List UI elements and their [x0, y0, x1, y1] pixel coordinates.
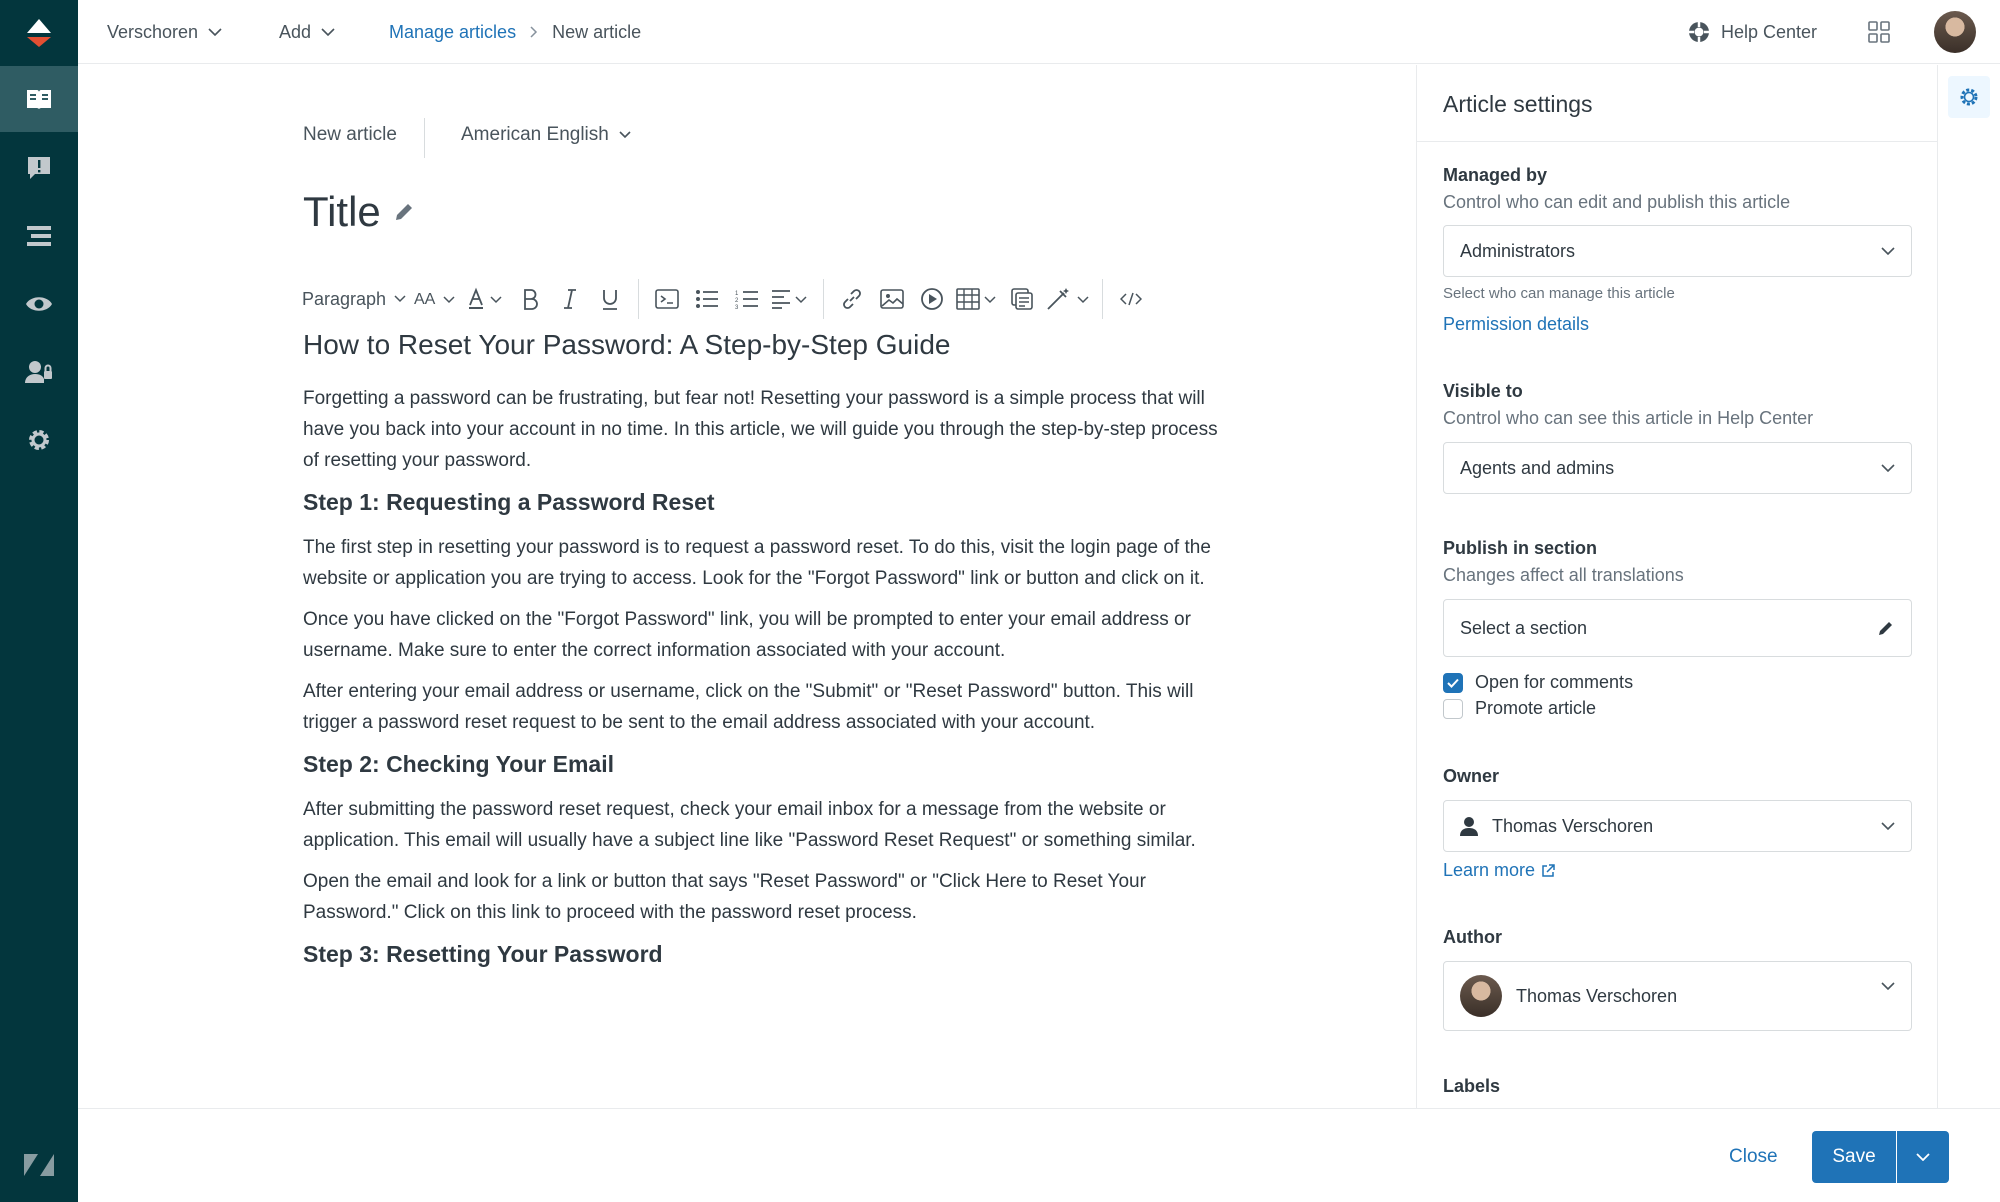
article-paragraph[interactable]: Open the email and look for a link or button that says "Reset Password" or "Click Here to Reset Your Password." Click on this link to proceed with the password reset process.: [303, 871, 1146, 923]
chevron-down-icon: [208, 28, 222, 36]
font-size-icon[interactable]: [410, 280, 462, 318]
help-center-label: Help Center: [1721, 21, 1818, 42]
chevron-down-icon: [1881, 982, 1895, 990]
bold-icon[interactable]: [510, 280, 550, 318]
user-avatar[interactable]: [1934, 11, 1976, 53]
save-button[interactable]: [1812, 1131, 1896, 1183]
learn-more-link[interactable]: [1443, 860, 1555, 881]
code-block-icon[interactable]: [647, 280, 687, 318]
article-paragraph[interactable]: The first step in resetting your password is to request a password reset. To do this, visit the login page of the website or application you are trying to access. Look for the "Forgot Password" link or button and click on it.: [303, 537, 1211, 589]
product-tray-icon[interactable]: [1868, 0, 1890, 64]
open-for-comments-label: Open for comments: [1475, 672, 1634, 692]
panel-title: Article settings: [1417, 65, 1937, 142]
owner-label: Owner: [1443, 766, 1500, 786]
visible-to-value: Agents and admins: [1460, 457, 1615, 478]
promote-article-label: Promote article: [1475, 698, 1597, 718]
article-paragraph[interactable]: After entering your email address or username, click on the "Submit" or "Reset Password" button. This will trigger a password reset request to be sent to the email address associated with your account.: [303, 681, 1194, 733]
table-icon[interactable]: [952, 280, 1002, 318]
author-value: Thomas Verschoren: [1516, 985, 1678, 1006]
breadcrumb-separator-icon: [530, 22, 538, 43]
brand-switcher[interactable]: [107, 0, 222, 64]
section-select[interactable]: [1443, 599, 1912, 657]
breadcrumb: [389, 0, 641, 64]
close-label: Close: [1729, 1146, 1778, 1167]
learn-more-label: Learn more: [1443, 860, 1536, 880]
add-menu[interactable]: [279, 0, 335, 64]
context-rail: [1938, 65, 2000, 1109]
product-nav: [0, 0, 78, 1202]
svg-text:AA: AA: [414, 291, 436, 308]
zendesk-logo-icon[interactable]: [0, 1135, 78, 1195]
toolbar-divider: [638, 279, 639, 319]
permission-details-link[interactable]: [1443, 314, 1589, 335]
section-value: Select a section: [1460, 617, 1588, 638]
article-subheading[interactable]: Step 1: Requesting a Password Reset: [303, 489, 715, 515]
checkbox-unchecked-icon[interactable]: [1443, 699, 1463, 719]
zendesk-guide-logo-icon[interactable]: [0, 0, 78, 64]
pencil-icon[interactable]: [1877, 619, 1895, 637]
article-title-text[interactable]: Title: [303, 188, 381, 235]
article-paragraph[interactable]: Forgetting a password can be frustrating, but fear not! Resetting your password is a simple process that will have you back into your account in no time. In this article, we will guide you through the step-by-step process of resetting your password.: [303, 388, 1218, 471]
open-for-comments-checkbox[interactable]: [1443, 672, 1633, 693]
managed-by-label: Managed by: [1443, 165, 1548, 185]
managed-by-value: Administrators: [1460, 240, 1576, 261]
breadcrumb-manage-articles[interactable]: Manage articles: [389, 21, 517, 42]
article-subheading[interactable]: Step 3: Resetting Your Password: [303, 941, 663, 967]
ai-magic-wand-icon[interactable]: [1042, 280, 1094, 318]
content-block-icon[interactable]: [1002, 280, 1042, 318]
text-color-icon[interactable]: [462, 280, 510, 318]
brand-label: Verschoren: [107, 21, 199, 42]
svg-text:3: 3: [735, 305, 739, 309]
chevron-down-icon: [321, 28, 335, 36]
bulleted-list-icon[interactable]: [687, 280, 727, 318]
preview-eye-icon[interactable]: [0, 271, 78, 337]
toolbar-divider: [823, 279, 824, 319]
checkbox-checked-icon[interactable]: [1443, 673, 1463, 693]
promote-article-checkbox[interactable]: [1443, 698, 1596, 719]
align-icon[interactable]: [767, 280, 815, 318]
paragraph-format-label: Paragraph: [302, 288, 387, 309]
save-label: Save: [1832, 1146, 1876, 1167]
publish-section-hint: Changes affect all translations: [1443, 565, 1684, 585]
chevron-down-icon: [1881, 247, 1895, 255]
visible-to-label: Visible to: [1443, 381, 1523, 401]
save-options-chevron-icon[interactable]: [1897, 1131, 1949, 1183]
author-avatar: [1460, 975, 1502, 1017]
italic-icon[interactable]: [550, 280, 590, 318]
chevron-down-icon: [1881, 464, 1895, 472]
managed-by-small-hint: Select who can manage this article: [1443, 285, 1675, 302]
divider: [424, 118, 425, 158]
settings-gear-icon[interactable]: [0, 407, 78, 473]
svg-text:1: 1: [735, 291, 739, 297]
language-select[interactable]: [461, 124, 631, 146]
user-icon: [1460, 816, 1478, 836]
author-select[interactable]: [1443, 961, 1912, 1031]
editor-toolbar: [302, 280, 1151, 318]
close-button[interactable]: [1711, 1131, 1796, 1183]
paragraph-format-select[interactable]: [302, 280, 410, 318]
article-body[interactable]: [303, 325, 1223, 984]
article-settings-panel: [1416, 65, 1938, 1109]
managed-by-select[interactable]: [1443, 225, 1912, 277]
source-code-icon[interactable]: [1111, 280, 1151, 318]
numbered-list-icon[interactable]: [727, 280, 767, 318]
owner-value: Thomas Verschoren: [1492, 815, 1654, 836]
article-tab-label: New article: [303, 124, 397, 145]
article-heading[interactable]: How to Reset Your Password: A Step-by-Step Guide: [303, 329, 951, 360]
link-icon[interactable]: [832, 280, 872, 318]
publish-section-label: Publish in section: [1443, 538, 1598, 558]
article-paragraph[interactable]: Once you have clicked on the "Forgot Password" link, you will be prompted to enter your email address or username. Make sure to enter the correct information associated with your account.: [303, 609, 1191, 661]
chevron-down-icon: [619, 131, 631, 139]
help-center-link[interactable]: [1687, 0, 1817, 64]
chevron-down-icon: [1881, 822, 1895, 830]
feedback-nav-icon[interactable]: [0, 135, 78, 201]
pencil-icon[interactable]: [393, 201, 415, 223]
toolbar-divider: [1102, 279, 1103, 319]
top-bar: [78, 0, 2000, 64]
author-label: Author: [1443, 927, 1502, 947]
managed-by-hint: Control who can edit and publish this article: [1443, 192, 1791, 212]
article-subheading[interactable]: Step 2: Checking Your Email: [303, 751, 615, 777]
chevron-down-icon: [394, 295, 406, 303]
image-icon[interactable]: [872, 280, 912, 318]
permission-details-label: Permission details: [1443, 314, 1590, 334]
visible-to-select[interactable]: [1443, 442, 1912, 494]
svg-text:2: 2: [735, 298, 739, 304]
user-permissions-icon[interactable]: [0, 339, 78, 405]
visible-to-hint: Control who can see this article in Help Center: [1443, 408, 1814, 428]
article-settings-gear-icon[interactable]: [1948, 76, 1990, 118]
help-center-icon: [1687, 20, 1711, 44]
labels-label: Labels: [1443, 1076, 1501, 1096]
owner-select[interactable]: [1443, 800, 1912, 852]
add-label: Add: [279, 21, 312, 42]
article-paragraph[interactable]: After submitting the password reset request, check your email inbox for a message from the website or application. This email will usually have a subject line like "Password Reset Request" or something similar.: [303, 799, 1196, 851]
external-link-icon: [1541, 864, 1555, 878]
underline-icon[interactable]: [590, 280, 630, 318]
breadcrumb-current: New article: [552, 21, 642, 42]
editor-footer: [78, 1108, 2000, 1202]
article-title[interactable]: [303, 188, 415, 236]
arrange-content-nav-icon[interactable]: [0, 203, 78, 269]
video-icon[interactable]: [912, 280, 952, 318]
articles-nav-icon[interactable]: [0, 66, 78, 132]
language-label: American English: [461, 124, 609, 145]
